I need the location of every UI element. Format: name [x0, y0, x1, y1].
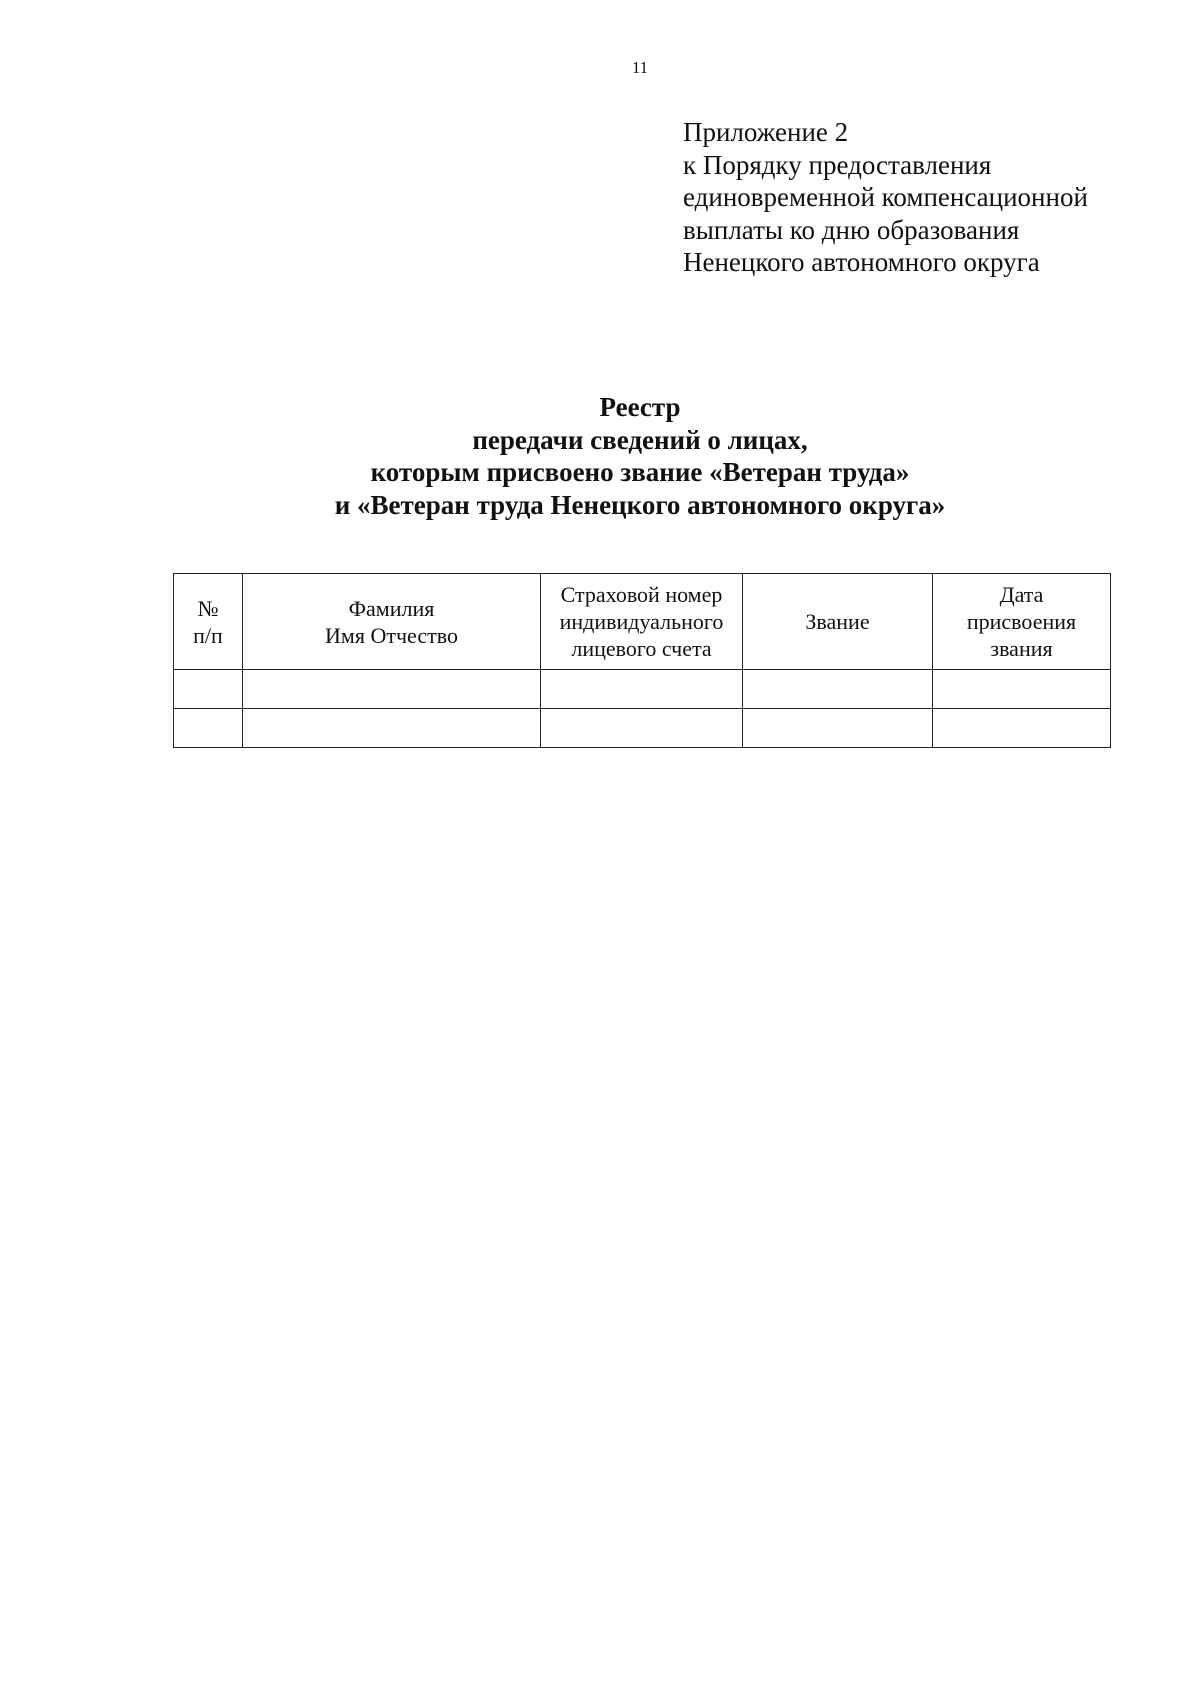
appendix-line: Ненецкого автономного округа: [683, 247, 1040, 277]
document-title: [0, 391, 1200, 521]
table-header-row: [174, 574, 1111, 670]
title-line: Реестр: [599, 392, 681, 422]
table-cell: [541, 709, 743, 748]
table-cell: [243, 670, 541, 709]
table-cell: [541, 670, 743, 709]
table-row: [174, 670, 1111, 709]
title-line: и «Ветеран труда Ненецкого автономного округа»: [334, 489, 946, 520]
table-cell: [743, 670, 933, 709]
table-cell: [933, 670, 1111, 709]
header-assignment-date: Дата присвоения звания: [933, 574, 1111, 670]
header-rank: Звание: [743, 574, 933, 670]
header-full-name: Фамилия Имя Отчество: [243, 574, 541, 670]
table-cell: [243, 709, 541, 748]
table-cell: [933, 709, 1111, 748]
title-line: которым присвоено звание «Ветеран труда»: [370, 457, 910, 487]
table-cell: [174, 709, 243, 748]
appendix-line: выплаты ко дню образования: [683, 214, 1020, 245]
registry-table: [173, 573, 1111, 748]
appendix-line: к Порядку предоставления: [683, 149, 992, 180]
header-insurance-number: Страховой номер индивидуального лицевого счета: [541, 574, 743, 670]
title-line: передачи сведений о лицах,: [472, 424, 808, 455]
appendix-line: единовременной компенсационной: [683, 182, 1088, 212]
table-row: [174, 709, 1111, 748]
table-cell: [743, 709, 933, 748]
page-number: 11: [631, 58, 649, 77]
header-number: № п/п: [174, 574, 243, 670]
table-cell: [174, 670, 243, 709]
appendix-note: [683, 116, 1163, 279]
appendix-line: Приложение 2: [683, 117, 849, 147]
